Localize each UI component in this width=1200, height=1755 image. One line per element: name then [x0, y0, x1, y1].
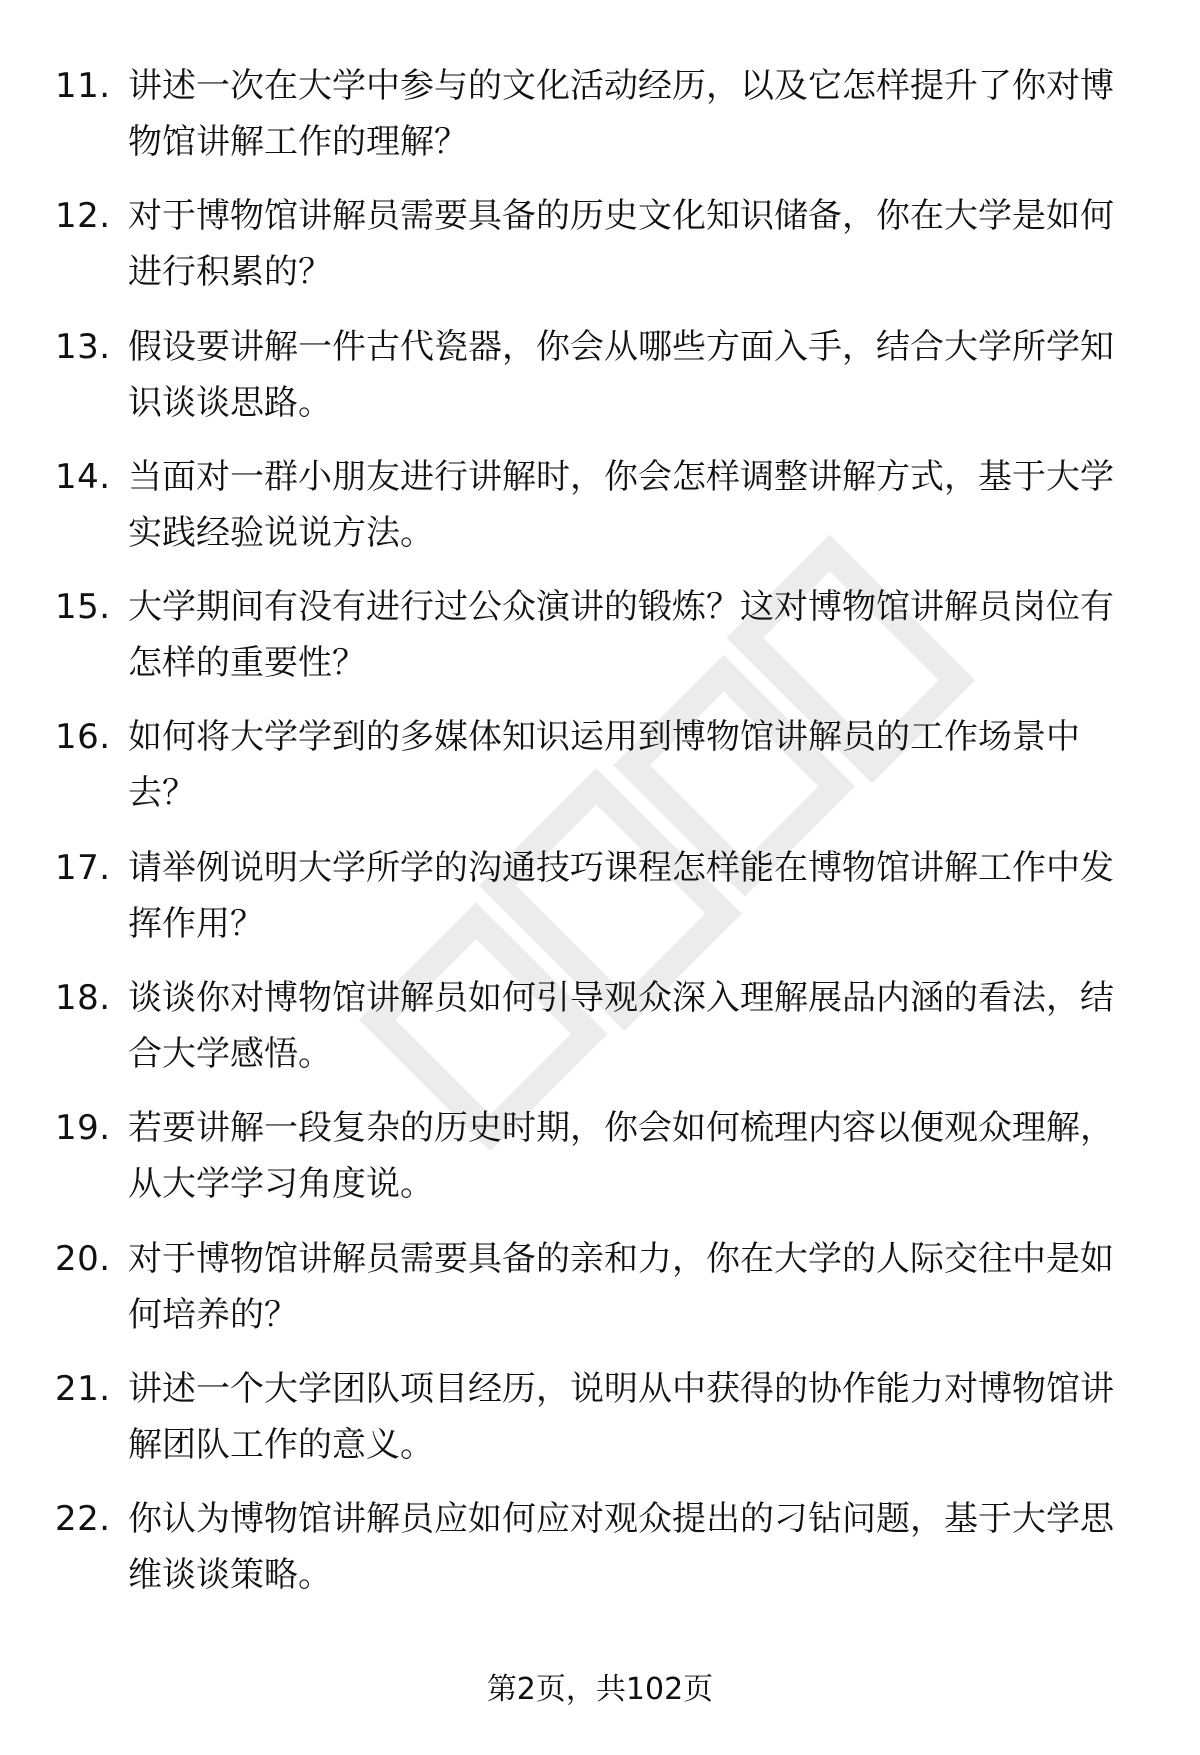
question-list — [0, 52, 1200, 1616]
question-item — [0, 1485, 1200, 1597]
question-number: 16. — [55, 717, 111, 758]
question-number: 19. — [55, 1108, 111, 1149]
page-footer: 第2页，共102页 — [486, 1672, 714, 1707]
question-text: 大学期间有没有进行过公众演讲的锻炼？这对博物馆讲解员岗位有怎样的重要性？ — [128, 587, 1114, 684]
question-text: 当面对一群小朋友进行讲解时，你会怎样调整讲解方式，基于大学实践经验说说方法。 — [128, 456, 1114, 553]
question-number: 11. — [55, 66, 111, 106]
question-item — [0, 1355, 1200, 1467]
question-text: 对于博物馆讲解员需要具备的历史文化知识储备，你在大学是如何进行积累的？ — [128, 196, 1114, 293]
question-number: 13. — [55, 326, 111, 367]
question-text: 若要讲解一段复杂的历史时期，你会如何梳理内容以便观众理解，从大学学习角度说。 — [128, 1108, 1114, 1205]
question-item — [0, 52, 1200, 164]
question-number: 20. — [55, 1238, 111, 1279]
question-item — [0, 182, 1200, 294]
question-item — [0, 703, 1200, 815]
question-text: 谈谈你对博物馆讲解员如何引导观众深入理解展品内涵的看法，结合大学感悟。 — [128, 978, 1114, 1075]
question-text: 你认为博物馆讲解员应如何应对观众提出的刁钻问题，基于大学思维谈谈策略。 — [128, 1499, 1114, 1596]
question-number: 14. — [55, 456, 111, 497]
question-number: 22. — [55, 1499, 111, 1540]
question-number: 17. — [55, 847, 111, 888]
question-number: 15. — [55, 587, 111, 628]
question-text: 讲述一个大学团队项目经历，说明从中获得的协作能力对博物馆讲解团队工作的意义。 — [128, 1368, 1114, 1465]
question-item — [0, 573, 1200, 685]
question-number: 12. — [55, 196, 111, 237]
question-text: 讲述一次在大学中参与的文化活动经历，以及它怎样提升了你对博物馆讲解工作的理解？ — [128, 66, 1114, 162]
question-text: 对于博物馆讲解员需要具备的亲和力，你在大学的人际交往中是如何培养的？ — [128, 1238, 1114, 1335]
question-item — [0, 1225, 1200, 1337]
question-item — [0, 1094, 1200, 1206]
question-item — [0, 313, 1200, 425]
question-text: 如何将大学学到的多媒体知识运用到博物馆讲解员的工作场景中去？ — [128, 717, 1080, 814]
question-number: 21. — [55, 1368, 111, 1409]
question-item — [0, 964, 1200, 1076]
question-number: 18. — [55, 978, 111, 1019]
question-item — [0, 443, 1200, 555]
question-text: 假设要讲解一件古代瓷器，你会从哪些方面入手，结合大学所学知识谈谈思路。 — [128, 326, 1114, 423]
question-item — [0, 834, 1200, 946]
question-text: 请举例说明大学所学的沟通技巧课程怎样能在博物馆讲解工作中发挥作用？ — [128, 847, 1114, 944]
